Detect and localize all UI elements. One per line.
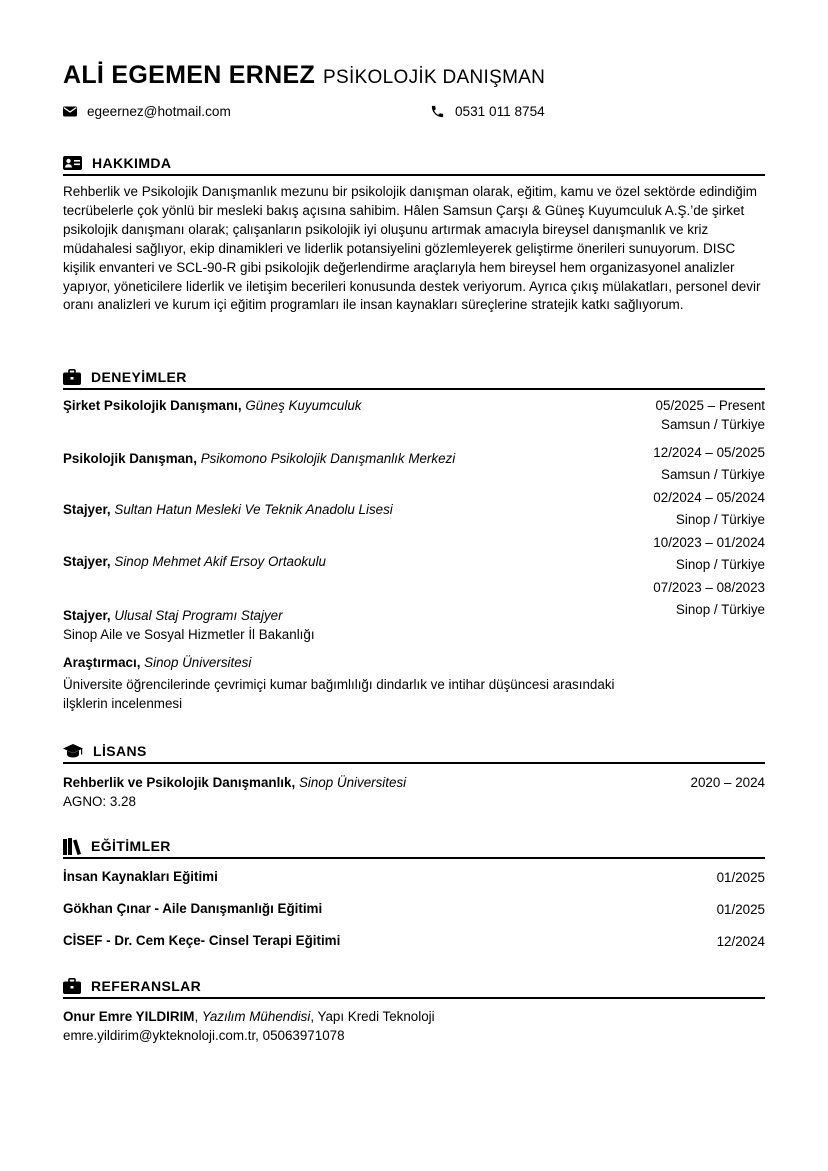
education-item [63,773,765,813]
training-date: 01/2025 [716,870,765,885]
training-name: İnsan Kaynakları Eğitimi [63,869,218,884]
about-text: Rehberlik ve Psikolojik Danışmanlık mezunu bir psikolojik danışman olarak, eğitim, kamu ve özel sektörde edindiğim tecrübelerle çok yönlü bir mesleki bakış açısına sahibim. Hâlen Samsun Çarşı & Güneş Kuyumculuk A.Ş.’de şirket psikolojik danışmanı olarak; çalışanların psikolojik iyi oluşunu artırmak amacıyla bireysel danışmanlık ve kriz müdahalesi sağlıyor, ekip dinamikleri ve liderlik potansiyelini gözlemleyerek geliştirme önerileri sunuyorum. DISC kişilik envanteri ve SCL-90-R gibi psikolojik değerlendirme araçlarıyla hem bireysel hem organizasyonel analizler yapıyor, yöneticilere liderlik ve iletişim becerileri konusunda destek veriyorum. Ayrıca çıkış mülakatları, personel devir oranı analizleri ve kurum içi eğitim programları ile insan kaynakları süreçlerine stratejik katkı sağlıyorum. [63,184,761,313]
experience-role: Stajyer, [63,608,111,623]
experience-location: Sinop / Türkiye [675,511,765,527]
phone-icon [430,104,445,119]
experience-location: Samsun / Türkiye [661,466,765,482]
education-school: Sinop Üniversitesi [298,775,407,790]
experience-dates: 07/2023 – 08/2023 [653,580,765,595]
experience-role: Araştırmacı, [63,655,141,670]
training-name: CİSEF - Dr. Cem Keçe- Cinsel Terapi Eğitimi [63,933,341,948]
experience-org: Psikomono Psikolojik Danışmanlık Merkezi [200,451,456,466]
experience-role: Stajyer, [63,502,111,517]
education-degree: Rehberlik ve Psikolojik Danışmanlık, [63,775,296,790]
reference-name: Onur Emre YILDIRIM [63,1009,195,1024]
experience-extra: Üniversite öğrencilerinde çevrimiçi kumar bağımlılığı dindarlık ve intihar düşüncesi arasındaki ilşklerin incelenmesi [63,677,615,711]
experience-extra: Sinop Aile ve Sosyal Hizmetler İl Bakanlığı [63,627,315,642]
phone-number[interactable]: 0531 011 8754 [455,104,545,119]
section-header-experience [63,366,765,390]
training-name: Gökhan Çınar - Aile Danışmanlığı Eğitimi [63,901,323,916]
experience-role: Psikolojik Danışman, [63,451,197,466]
education-gpa: AGNO: 3.28 [63,794,136,809]
experience-dates: 05/2025 – Present [655,398,765,413]
section-header-about [63,152,765,176]
experience-role: Stajyer, [63,554,111,569]
graduation-cap-icon [63,744,83,758]
experience-item [63,397,765,437]
section-title-references: REFERANSLAR [91,978,202,994]
reference-position: Yazılım Mühendisi [201,1009,311,1024]
experience-location: Sinop / Türkiye [675,556,765,572]
experience-org: Sultan Hatun Mesleki Ve Teknik Anadolu Lisesi [114,502,393,517]
experience-dates: 02/2024 – 05/2024 [653,490,765,505]
reference-item [63,1007,765,1047]
experience-org: Sinop Mehmet Akif Ersoy Ortaokulu [114,554,326,569]
section-header-trainings [63,835,765,859]
training-date: 01/2025 [716,902,765,917]
experience-location: Samsun / Türkiye [661,416,765,432]
experience-org: Sinop Üniversitesi [144,655,252,670]
id-card-icon [63,156,82,170]
phone-item [430,104,545,119]
reference-contact[interactable]: emre.yildirim@ykteknoloji.com.tr, 05063971078 [63,1028,345,1043]
training-item [63,869,765,889]
experience-location: Sinop / Türkiye [675,601,765,617]
email-link[interactable]: egeernez@hotmail.com [87,104,231,119]
experience-item [63,489,765,529]
person-name: ALİ EGEMEN ERNEZ [63,61,316,89]
training-item [63,933,765,953]
envelope-icon [63,106,77,117]
section-title-education: LİSANS [93,743,147,759]
reference-company: Yapı Kredi Teknoloji [317,1009,435,1024]
training-date: 12/2024 [716,934,765,949]
reference-separator: , [194,1009,202,1024]
section-title-experience: DENEYİMLER [91,369,187,385]
experience-item [63,444,765,484]
experience-org: Güneş Kuyumculuk [245,398,362,413]
cv-header [63,61,545,90]
education-dates: 2020 – 2024 [690,775,765,790]
contact-info [63,104,765,124]
experience-item [63,653,765,713]
section-header-references [63,975,765,999]
section-title-about: HAKKIMDA [92,155,172,171]
experience-item [63,534,765,574]
training-item [63,901,765,921]
experience-role: Şirket Psikolojik Danışmanı, [63,398,242,413]
section-title-trainings: EĞİTİMLER [91,838,171,854]
reference-separator: , [310,1009,318,1024]
briefcase-icon [63,369,81,385]
experience-dates: 12/2024 – 05/2025 [653,445,765,460]
section-header-education [63,740,765,764]
briefcase-icon [63,978,81,994]
person-title: PSİKOLOJİK DANIŞMAN [323,67,546,88]
experience-item [63,579,765,643]
email-item [63,104,231,119]
experience-org: Ulusal Staj Programı Stajyer [114,608,283,623]
books-icon [63,838,81,855]
experience-dates: 10/2023 – 01/2024 [653,535,765,550]
